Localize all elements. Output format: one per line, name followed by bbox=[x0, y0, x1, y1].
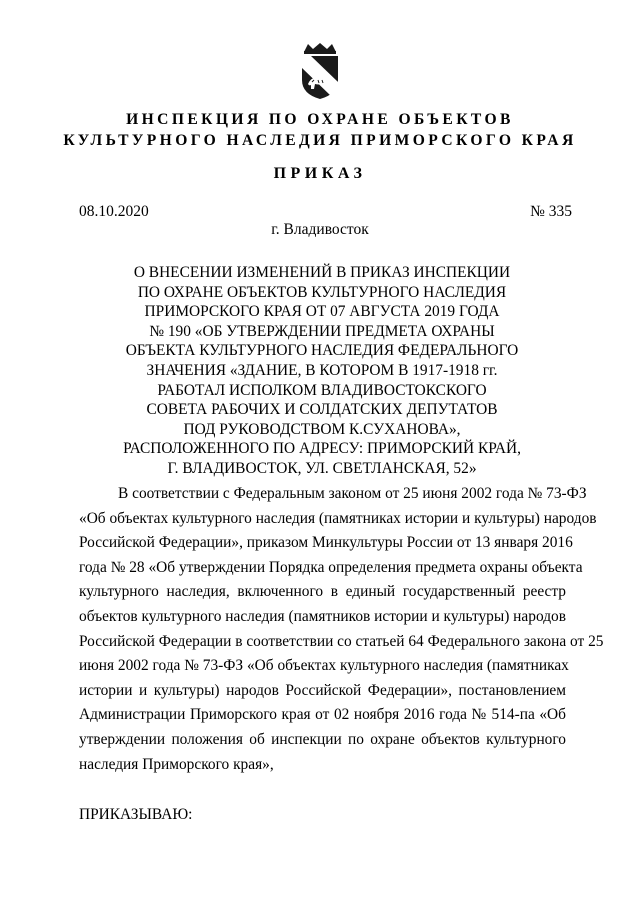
title-line: ПОД РУКОВОДСТВОМ К.СУХАНОВА», bbox=[183, 420, 461, 438]
body-line: Российской Федерации», приказом Минкультуры России от 13 января 2016 bbox=[79, 534, 573, 552]
organization-name-line-2: КУЛЬТУРНОГО НАСЛЕДИЯ ПРИМОРСКОГО КРАЯ bbox=[63, 132, 577, 149]
preamble-paragraph bbox=[79, 482, 604, 777]
document-type: ПРИКАЗ bbox=[273, 165, 367, 182]
title-line: ЗНАЧЕНИЯ «ЗДАНИЕ, В КОТОРОМ В 1917-1918 гг. bbox=[146, 361, 498, 379]
body-line: июня 2002 года № 73-ФЗ «Об объектах культурного наследия (памятниках bbox=[79, 657, 569, 675]
title-line: Г. ВЛАДИВОСТОК, УЛ. СВЕТЛАНСКАЯ, 52» bbox=[167, 459, 477, 477]
title-line: ОБЪЕКТА КУЛЬТУРНОГО НАСЛЕДИЯ ФЕДЕРАЛЬНОГО bbox=[125, 342, 519, 360]
body-line: Администрации Приморского края от 02 ноября 2016 года № 514-па «Об bbox=[79, 706, 566, 724]
title-line: О ВНЕСЕНИИ ИЗМЕНЕНИЙ В ПРИКАЗ ИНСПЕКЦИИ bbox=[133, 264, 511, 281]
coat-of-arms-icon bbox=[297, 42, 343, 100]
body-line: Российской Федерации в соответствии со статьей 64 Федерального закона от 25 bbox=[79, 632, 604, 650]
body-line: наследия Приморского края», bbox=[79, 755, 274, 773]
order-heading: ПРИКАЗЫВАЮ: bbox=[79, 806, 193, 823]
organization-name-line-1: ИНСПЕКЦИЯ ПО ОХРАНЕ ОБЪЕКТОВ bbox=[126, 111, 514, 128]
title-line: СОВЕТА РАБОЧИХ И СОЛДАТСКИХ ДЕПУТАТОВ bbox=[146, 401, 498, 419]
body-line: «Об объектах культурного наследия (памятниках истории и культуры) народов bbox=[79, 509, 597, 527]
document-city: г. Владивосток bbox=[271, 221, 369, 238]
title-line: ПРИМОРСКОГО КРАЯ ОТ 07 АВГУСТА 2019 ГОДА bbox=[144, 303, 500, 321]
title-line: № 190 «ОБ УТВЕРЖДЕНИИ ПРЕДМЕТА ОХРАНЫ bbox=[149, 322, 495, 340]
title-line: РАБОТАЛ ИСПОЛКОМ ВЛАДИВОСТОКСКОГО bbox=[157, 381, 487, 399]
title-line: ПО ОХРАНЕ ОБЪЕКТОВ КУЛЬТУРНОГО НАСЛЕДИЯ bbox=[137, 283, 507, 301]
body-line: утверждении положения об инспекции по охране объектов культурного bbox=[79, 730, 566, 748]
body-line: культурного наследия, включенного в единый государственный реестр bbox=[79, 583, 566, 601]
title-line: РАСПОЛОЖЕННОГО ПО АДРЕСУ: ПРИМОРСКИЙ КРАЙ, bbox=[123, 440, 521, 458]
body-line: В соответствии с Федеральным законом от 25 июня 2002 года № 73-ФЗ bbox=[118, 485, 587, 502]
body-line: объектов культурного наследия (памятников истории и культуры) народов bbox=[79, 607, 566, 625]
body-line: года № 28 «Об утверждении Порядка определения предмета охраны объекта bbox=[79, 558, 583, 576]
document-title bbox=[78, 263, 566, 479]
body-line: истории и культуры) народов Российской Федерации», постановлением bbox=[79, 681, 566, 699]
document-number: № 335 bbox=[530, 203, 572, 220]
document-date: 08.10.2020 bbox=[79, 203, 149, 220]
